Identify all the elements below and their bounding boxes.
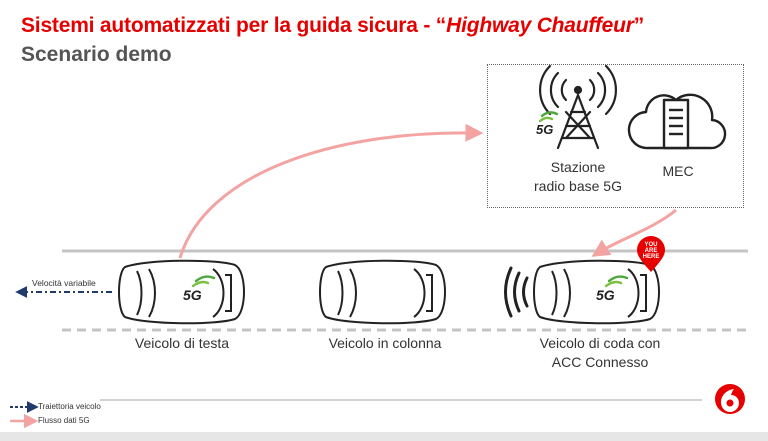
- slide-subtitle: Scenario demo: [21, 43, 172, 66]
- vehicle-lead-label: [122, 334, 242, 353]
- title-suffix: ”: [633, 14, 645, 37]
- vehicle-platoon-label-line1: Veicolo in colonna: [328, 335, 442, 351]
- station-label-line1: Stazione: [550, 159, 606, 175]
- station-label: [528, 158, 628, 196]
- cloud-server-icon: [629, 95, 725, 148]
- tower-5g-badge: 5G: [536, 122, 554, 137]
- car-tail-5g-badge: 5G: [596, 287, 615, 303]
- station-label-line2: radio base 5G: [534, 178, 622, 194]
- marker-text-line3: HERE: [642, 254, 660, 260]
- vodafone-logo: [715, 384, 745, 414]
- vehicle-platoon-label: [312, 334, 458, 353]
- sensor-waves-icon: [506, 268, 528, 316]
- speed-label: Velocità variabile: [32, 278, 96, 288]
- vehicle-tail-label: [525, 334, 675, 372]
- marker-text-line1: YOU: [644, 242, 658, 248]
- bottom-bar: [0, 432, 768, 441]
- data-flow-to-station: [180, 133, 478, 258]
- legend-trajectory-label: Traiettoria veicolo: [38, 402, 101, 411]
- title-emphasis: Highway Chauffeur: [446, 14, 634, 37]
- tower-signal-icon: [540, 112, 557, 121]
- car-lead: [119, 261, 244, 324]
- legend-flow-label: Flusso dati 5G: [38, 416, 90, 425]
- marker-text-line2: ARE: [644, 248, 658, 254]
- vehicle-lead-label-line1: Veicolo di testa: [134, 335, 230, 351]
- vehicle-tail-label-line2: ACC Connesso: [551, 354, 649, 370]
- car-lead-5g-badge: 5G: [183, 287, 202, 303]
- mec-label: MEC: [662, 163, 694, 179]
- vehicle-tail-label-line1: Veicolo di coda con: [539, 335, 661, 351]
- car-platoon: [320, 261, 445, 324]
- title-prefix: Sistemi automatizzati per la guida sicura - “: [21, 14, 447, 37]
